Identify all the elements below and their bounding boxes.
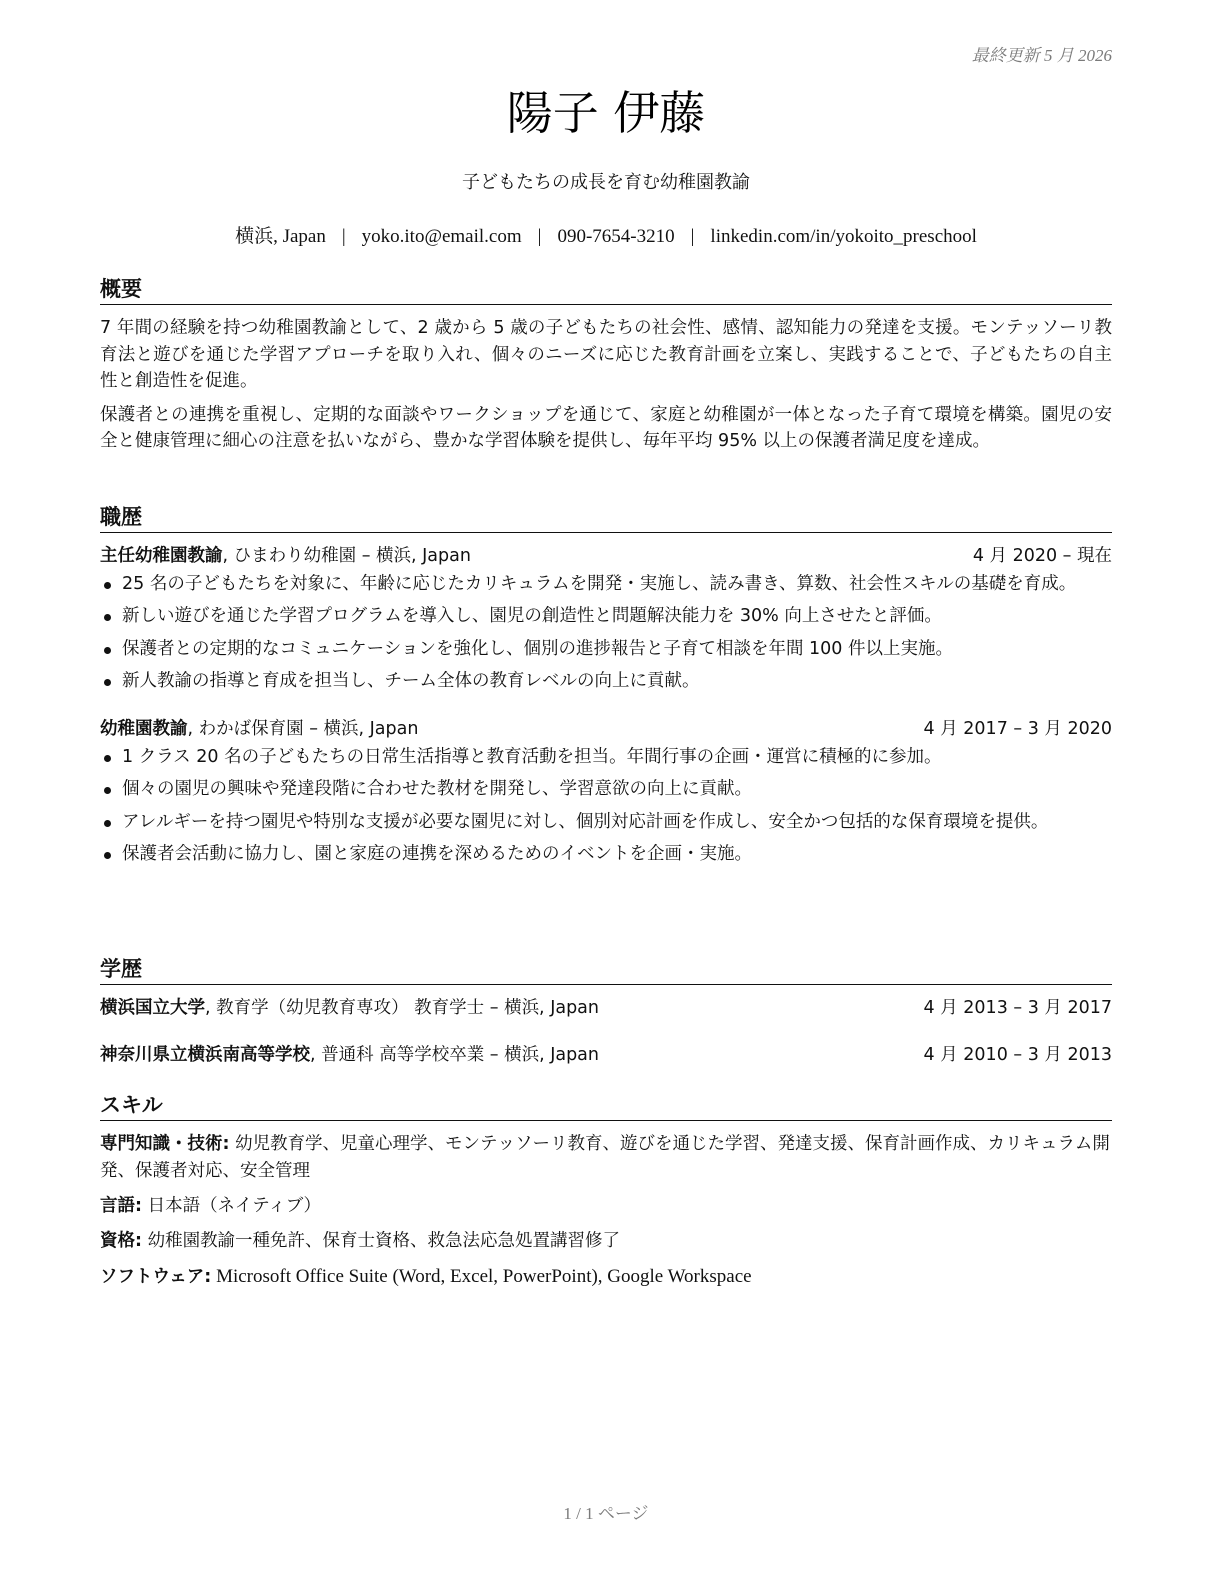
education-detail: , 普通科 高等学校卒業 – 横浜, Japan: [310, 1044, 599, 1065]
contact-location: 横浜, Japan: [235, 226, 326, 247]
skill-label: 専門知識・技術:: [100, 1134, 230, 1155]
education-school: 横浜国立大学: [100, 998, 205, 1019]
list-item: アレルギーを持つ園児や特別な支援が必要な園児に対し、個別対応計画を作成し、安全かつ包括的な保育環境を提供。: [100, 810, 1112, 835]
skill-value: Microsoft Office Suite (Word, Excel, PowerPoint), Google Workspace: [211, 1266, 752, 1288]
experience-section: [100, 504, 1112, 874]
skill-row: [100, 1131, 1112, 1184]
job-entry: [100, 543, 1112, 694]
contact-email[interactable]: yoko.ito@email.com: [361, 226, 522, 247]
job-header: [100, 543, 1112, 570]
job-bullets: [100, 572, 1112, 695]
section-title-education: 学歴: [100, 956, 1112, 985]
contact-linkedin[interactable]: linkedin.com/in/yokoito_preschool: [710, 226, 977, 247]
candidate-name: 陽子 伊藤: [506, 86, 706, 140]
contact-separator: |: [537, 226, 542, 247]
job-org: , ひまわり幼稚園 – 横浜, Japan: [222, 546, 471, 567]
section-title-skills: スキル: [100, 1092, 1112, 1121]
job-bullets: [100, 745, 1112, 868]
last-updated: 最終更新 5 月 2026: [971, 46, 1112, 65]
list-item: 新しい遊びを通じた学習プログラムを導入し、園児の創造性と問題解決能力を 30% 向上させたと評価。: [100, 604, 1112, 629]
page-number: 1 / 1 ページ: [563, 1504, 649, 1523]
job-dates: 4 月 2020 – 現在: [972, 546, 1112, 567]
education-section: [100, 956, 1112, 1070]
skills-section: [100, 1092, 1112, 1301]
education-school: 神奈川県立横浜南高等学校: [100, 1044, 310, 1065]
summary-section: [100, 276, 1112, 463]
contact-line: [100, 224, 1112, 251]
list-item: 1 クラス 20 名の子どもたちの日常生活指導と教育活動を担当。年間行事の企画・運営に積極的に参加。: [100, 745, 1112, 770]
contact-phone: 090-7654-3210: [557, 226, 675, 247]
education-entry: [100, 995, 1112, 1022]
list-item: 25 名の子どもたちを対象に、年齢に応じたカリキュラムを開発・実施し、読み書き、算数、社会性スキルの基礎を育成。: [100, 572, 1112, 597]
skill-row: [100, 1193, 1112, 1219]
skill-row: [100, 1228, 1112, 1254]
summary-paragraph: 保護者との連携を重視し、定期的な面談やワークショップを通じて、家庭と幼稚園が一体となった子育て環境を構築。園児の安全と健康管理に細心の注意を払いながら、豊かな学習体験を提供し、毎年平均 95% 以上の保護者満足度を達成。: [100, 405, 1112, 452]
job-org: , わかば保育園 – 横浜, Japan: [187, 719, 419, 740]
section-title-experience: 職歴: [100, 504, 1112, 533]
education-detail: , 教育学（幼児教育専攻） 教育学士 – 横浜, Japan: [205, 998, 599, 1019]
summary-paragraph: 7 年間の経験を持つ幼稚園教諭として、2 歳から 5 歳の子どもたちの社会性、感情、認知能力の発達を支援。モンテッソーリ教育法と遊びを通じた学習アプローチを取り入れ、個々のニーズに応じた教育計画を立案し、実践することで、子どもたちの自主性と創造性を促進。: [100, 318, 1112, 391]
skill-label: 言語:: [100, 1195, 142, 1216]
education-entry: [100, 1042, 1112, 1069]
skill-value: 幼稚園教諭一種免許、保育士資格、救急法応急処置講習修了: [142, 1231, 621, 1252]
education-dates: 4 月 2010 – 3 月 2013: [923, 1044, 1112, 1065]
job-dates: 4 月 2017 – 3 月 2020: [923, 719, 1112, 740]
skill-label: 資格:: [100, 1231, 142, 1252]
skill-row: [100, 1263, 1112, 1292]
job-role: 幼稚園教諭: [100, 719, 188, 740]
section-title-summary: 概要: [100, 276, 1112, 305]
list-item: 個々の園児の興味や発達段階に合わせた教材を開発し、学習意欲の向上に貢献。: [100, 777, 1112, 802]
contact-separator: |: [690, 226, 695, 247]
contact-separator: |: [341, 226, 346, 247]
job-role: 主任幼稚園教諭: [100, 546, 223, 567]
job-entry: [100, 716, 1112, 867]
resume-page: [100, 0, 1112, 1584]
tagline: 子どもたちの成長を育む幼稚園教諭: [462, 172, 750, 193]
education-dates: 4 月 2013 – 3 月 2017: [923, 998, 1112, 1019]
skill-value: 日本語（ネイティブ）: [142, 1195, 321, 1216]
list-item: 保護者との定期的なコミュニケーションを強化し、個別の進捗報告と子育て相談を年間 100 件以上実施。: [100, 637, 1112, 662]
skill-label: ソフトウェア:: [100, 1267, 212, 1288]
list-item: 保護者会活動に協力し、園と家庭の連携を深めるためのイベントを企画・実施。: [100, 842, 1112, 867]
skill-value: 幼児教育学、児童心理学、モンテッソーリ教育、遊びを通じた学習、発達支援、保育計画作成、カリキュラム開発、保護者対応、安全管理: [100, 1134, 1110, 1181]
list-item: 新人教諭の指導と育成を担当し、チーム全体の教育レベルの向上に貢献。: [100, 669, 1112, 694]
job-header: [100, 716, 1112, 743]
